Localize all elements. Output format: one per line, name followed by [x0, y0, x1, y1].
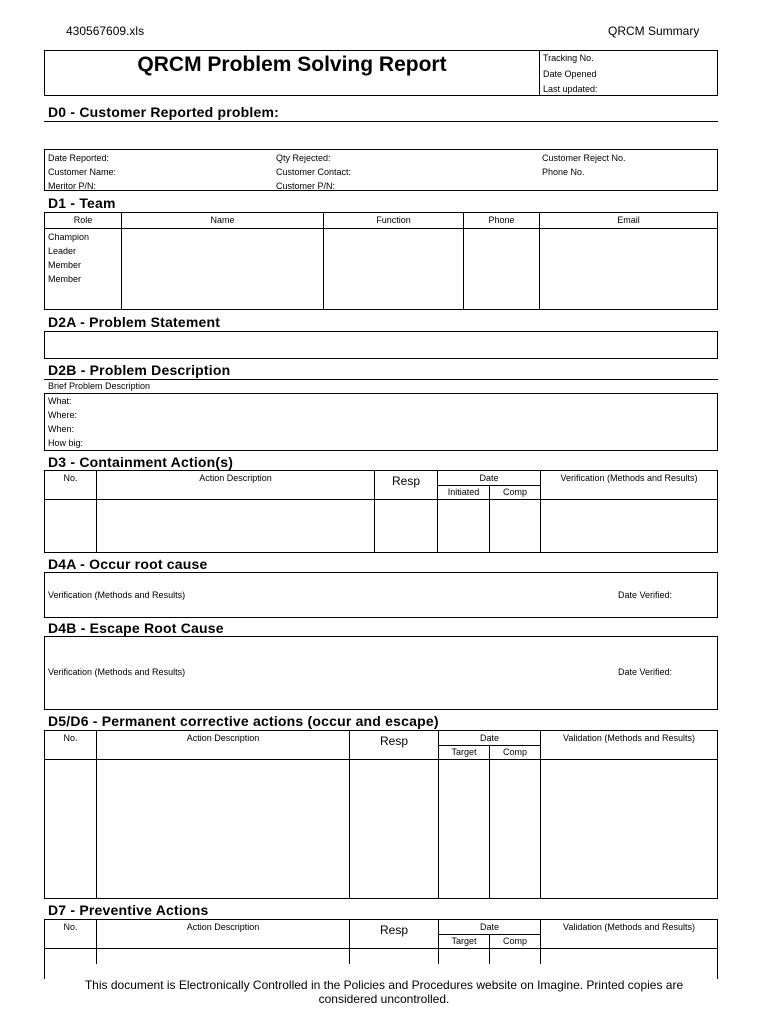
what-label: What: — [48, 396, 72, 406]
team-table — [44, 212, 718, 310]
team-col-divider — [463, 213, 464, 309]
d4b-box — [44, 636, 718, 710]
d3-header-rule — [45, 499, 717, 500]
role-champion: Champion — [48, 232, 90, 242]
d2b-heading: D2B - Problem Description — [48, 362, 231, 378]
d56-col-target: Target — [451, 747, 477, 757]
team-header-rule — [45, 228, 717, 229]
col-name: Name — [210, 215, 235, 225]
phone-no-label: Phone No. — [542, 167, 585, 177]
d3-col-resp: Resp — [391, 474, 420, 488]
d3-col-divider — [96, 471, 97, 552]
d4b-date-verified-label: Date Verified: — [618, 667, 673, 677]
d56-date-rule — [438, 745, 540, 746]
d56-col-divider — [96, 731, 97, 898]
d3-col-no: No. — [63, 473, 78, 483]
col-function: Function — [376, 215, 411, 225]
d4b-verification-label: Verification (Methods and Results) — [48, 667, 186, 677]
d4b-heading: D4B - Escape Root Cause — [48, 620, 224, 636]
d7-heading: D7 - Preventive Actions — [48, 902, 209, 918]
role-member: Member — [48, 274, 82, 284]
d7-col-comp: Comp — [502, 936, 527, 946]
d56-heading: D5/D6 - Permanent corrective actions (occur and escape) — [48, 713, 439, 729]
d56-col-date: Date — [479, 733, 499, 743]
d56-col-comp: Comp — [502, 747, 527, 757]
col-role: Role — [73, 215, 93, 225]
d7-col-resp: Resp — [379, 923, 408, 937]
d3-col-action: Action Description — [199, 473, 272, 483]
problem-description-box — [44, 393, 718, 451]
preventive-actions-table — [44, 919, 718, 979]
d56-col-divider — [489, 745, 490, 898]
d3-heading: D3 - Containment Action(s) — [48, 454, 234, 470]
col-email: Email — [617, 215, 640, 225]
d4a-verification-label: Verification (Methods and Results) — [48, 590, 186, 600]
d3-col-divider — [437, 471, 438, 552]
title-divider — [539, 51, 540, 95]
d3-col-divider — [540, 471, 541, 552]
team-col-divider — [323, 213, 324, 309]
qty-rejected-label: Qty Rejected: — [276, 153, 331, 163]
d56-col-resp: Resp — [379, 734, 408, 748]
d56-header-rule — [45, 759, 717, 760]
containment-table — [44, 470, 718, 553]
d4a-date-verified-label: Date Verified: — [618, 590, 673, 600]
d0-heading: D0 - Customer Reported problem: — [48, 104, 279, 120]
d1-heading: D1 - Team — [48, 195, 116, 211]
date-reported-label: Date Reported: — [48, 153, 110, 163]
d0-rule — [44, 121, 718, 122]
d56-col-validation: Validation (Methods and Results) — [563, 733, 695, 743]
d7-col-target: Target — [451, 936, 477, 946]
brief-description-label: Brief Problem Description — [48, 381, 151, 391]
where-label: Where: — [48, 410, 78, 420]
d7-col-no: No. — [63, 922, 78, 932]
tracking-no-label: Tracking No. — [543, 53, 594, 63]
how-big-label: How big: — [48, 438, 84, 448]
d56-col-divider — [540, 731, 541, 898]
d7-col-action: Action Description — [186, 922, 260, 932]
problem-statement-box — [44, 331, 718, 359]
d56-col-no: No. — [63, 733, 78, 743]
d0-info-box — [44, 149, 718, 191]
d2b-rule — [44, 379, 718, 380]
d3-col-initiated: Initiated — [447, 487, 480, 497]
d56-col-action: Action Description — [186, 733, 260, 743]
team-col-divider — [539, 213, 540, 309]
team-col-divider — [121, 213, 122, 309]
d3-date-rule — [437, 485, 540, 486]
report-title: QRCM Problem Solving Report — [137, 53, 447, 76]
sheet-name: QRCM Summary — [608, 24, 700, 38]
d4a-box — [44, 572, 718, 618]
role-leader: Leader — [48, 246, 77, 256]
meritor-pn-label: Meritor P/N: — [48, 181, 97, 191]
title-block — [44, 50, 718, 96]
d4a-heading: D4A - Occur root cause — [48, 556, 208, 572]
footer-disclaimer: This document is Electronically Controlled in the Policies and Procedures website on Imagine. Printed copies are considered uncontrolled. — [84, 978, 684, 1006]
d56-col-divider — [349, 731, 350, 898]
file-name: 430567609.xls — [66, 24, 145, 38]
d3-col-date: Date — [479, 473, 499, 483]
date-opened-label: Date Opened — [543, 69, 597, 79]
reject-no-label: Customer Reject No. — [542, 153, 626, 163]
d7-col-date: Date — [479, 922, 499, 932]
customer-name-label: Customer Name: — [48, 167, 117, 177]
customer-pn-label: Customer P/N: — [276, 181, 336, 191]
col-phone: Phone — [488, 215, 515, 225]
customer-contact-label: Customer Contact: — [276, 167, 352, 177]
d3-col-verification: Verification (Methods and Results) — [560, 473, 698, 483]
d7-col-validation: Validation (Methods and Results) — [563, 922, 695, 932]
d3-col-comp: Comp — [502, 487, 527, 497]
d7-header-rule — [45, 948, 717, 949]
role-member: Member — [48, 260, 82, 270]
when-label: When: — [48, 424, 75, 434]
d7-date-rule — [438, 934, 540, 935]
corrective-actions-table — [44, 730, 718, 899]
last-updated-label: Last updated: — [543, 84, 598, 94]
d2a-heading: D2A - Problem Statement — [48, 314, 221, 330]
